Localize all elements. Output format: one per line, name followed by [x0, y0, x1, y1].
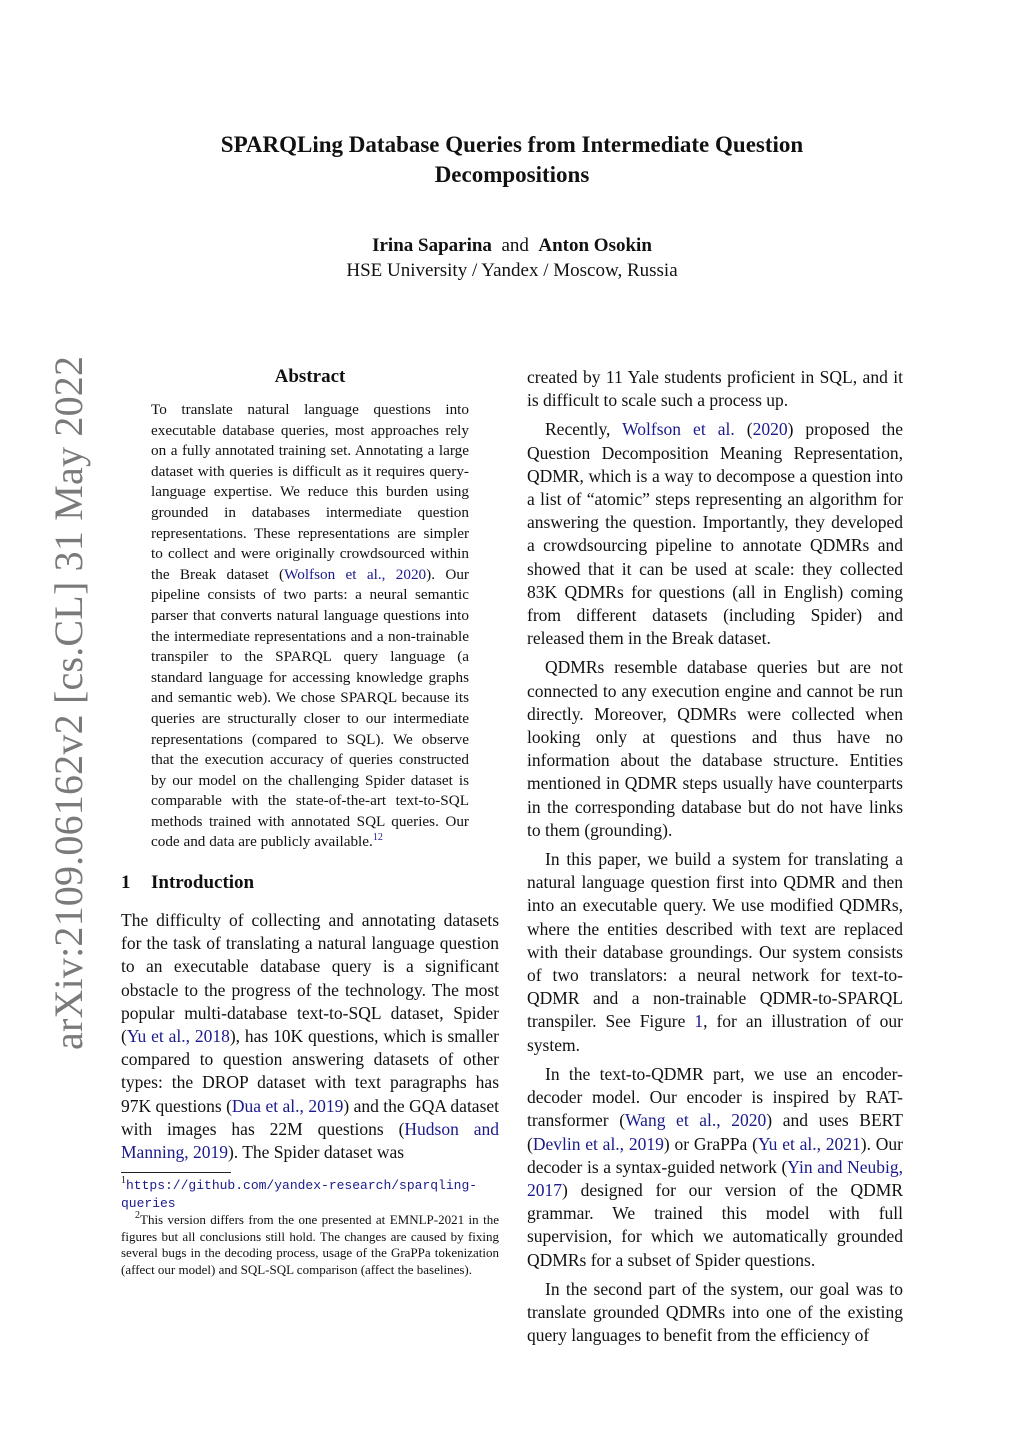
- text-span: ) designed for our version of the QDMR grammar. We trained this model with full supervision, for which we automatically grounded QDMRs for a subset of Spider questions.: [527, 1179, 903, 1270]
- citation-link[interactable]: Hudson and Manning, 2019: [121, 1118, 499, 1163]
- section-heading-introduction: [121, 872, 499, 894]
- text-span: ), has 10K questions, which is smaller compared to question answering datasets of other types: the DROP dataset with text paragraphs has 97K questions (: [121, 1026, 499, 1116]
- text-span: ) and the GQA dataset with images has 22M questions (: [121, 1095, 500, 1139]
- citation-link[interactable]: Yu et al., 2021: [757, 1133, 861, 1154]
- citation-link[interactable]: Wang et al., 2020: [625, 1110, 767, 1131]
- footnote-1: [121, 1177, 499, 1212]
- citation-link[interactable]: Yin and Neubig, 2017: [527, 1156, 903, 1200]
- title-line-1: SPARQLing Database Queries from Intermediate Question: [220, 132, 804, 157]
- footnote-divider: [121, 1172, 231, 1173]
- footnote-2: [121, 1212, 499, 1278]
- footnote-2-text: This version differs from the one presented at EMNLP-2021 in the figures but all conclusions still hold. The changes are caused by fixing several bugs in the decoding process, usage of the GraPPa tokenization (affect our model) and SQL-SQL comparison (affect the baselines).: [121, 1212, 499, 1277]
- section-number: 1: [121, 872, 131, 894]
- paragraph: created by 11 Yale students proficient in SQL, and it is difficult to scale such a process up.: [527, 367, 903, 411]
- footnote-1-mark: 1: [121, 1175, 126, 1187]
- affiliation: HSE University / Yandex / Moscow, Russia: [346, 260, 678, 281]
- footnote-2-mark: 2: [135, 1210, 140, 1222]
- text-span: In the text-to-QDMR part, we use an encoder-decoder model. Our encoder is inspired by RAT-transformer (: [527, 1063, 903, 1131]
- text-span: ) proposed the Question Decomposition Meaning Representation, QDMR, which is a way to decompose a question into a list of “atomic” steps representing an algorithm for answering the question. Importantly, they developed a crowdsourcing pipeline to annotate QDMRs and showed that it can be used at scale: they collected 83K QDMRs for questions (all in English) coming from different datasets (including Spider) and released them in the Break dataset.: [527, 419, 903, 649]
- citation-link[interactable]: Dua et al., 2019: [231, 1095, 344, 1116]
- paper-title: [112, 130, 912, 190]
- abstract-text-part-1: To translate natural language questions into executable database queries, most approaches rely on a fully annotated training set. Annotating a large dataset with queries is difficult as it requires query-language expertise. We reduce this burden using grounded in databases intermediate question representations. These representations are simpler to collect and were originally crowdsourced within the Break dataset (: [151, 401, 469, 583]
- author-block: [112, 233, 912, 283]
- citation-link[interactable]: Wolfson et al.: [622, 419, 735, 440]
- text-span: ). The Spider dataset was: [227, 1142, 405, 1163]
- author-line: [112, 233, 912, 258]
- figure-reference-link[interactable]: 1: [694, 1011, 704, 1032]
- text-span: ) or GraPPa (: [663, 1133, 758, 1154]
- paragraph: [121, 909, 499, 1164]
- text-span: In this paper, we build a system for translating a natural language question first into QDMR and then into an executable query. We use modified QDMRs, where the entities described with text are replaced with their database groundings. Our system consists of two translators: a neural network for text-to-QDMR and a non-trainable QDMR-to-SPARQL transpiler. See Figure: [527, 849, 903, 1032]
- text-span: Recently,: [545, 419, 623, 440]
- text-span: ) and uses BERT (: [527, 1110, 903, 1154]
- citation-link[interactable]: 2020: [752, 419, 788, 440]
- section-title: Introduction: [151, 872, 255, 894]
- repository-link[interactable]: https://github.com/yandex-research/sparqling-queries: [121, 1178, 478, 1211]
- paragraph: In the second part of the system, our goal was to translate grounded QDMRs into one of the existing query languages to benefit from the efficiency of: [527, 1278, 903, 1346]
- paragraph: [527, 418, 903, 650]
- right-column: [527, 366, 903, 1353]
- citation-link[interactable]: Yu et al., 2018: [126, 1026, 230, 1047]
- title-line-2: Decompositions: [434, 162, 590, 187]
- abstract-heading: Abstract: [274, 366, 346, 387]
- text-span: The difficulty of collecting and annotating datasets for the task of translating a natural language question to an executable database query is a significant obstacle to the progress of the technology. The most popular multi-database text-to-SQL dataset, Spider (: [121, 910, 499, 1047]
- author-1: Irina Saparina: [372, 235, 492, 256]
- text-span: , for an illustration of our system.: [527, 1011, 904, 1055]
- left-column: [121, 366, 499, 1278]
- introduction-body: [121, 909, 499, 1164]
- citation-link[interactable]: Wolfson et al., 2020: [284, 565, 427, 583]
- paragraph: QDMRs resemble database queries but are not connected to any execution engine and cannot be run directly. Moreover, QDMRs were collected when looking only at questions and thus have no information about the database structure. Entities mentioned in QDMR steps usually have counterparts in the corresponding database but do not have links to them (grounding).: [527, 657, 903, 840]
- abstract-text-part-2: ). Our pipeline consists of two parts: a neural semantic parser that converts natural language questions into the intermediate representations and a non-trainable transpiler to the SPARQL query language (a standard language for accessing knowledge graphs and semantic web). We chose SPARQL because its queries are structurally closer to our intermediate representations (compared to SQL). We observe that the execution accuracy of queries constructed by our model on the challenging Spider dataset is comparable with the state-of-the-art text-to-SQL methods trained with annotated SQL queries. Our code and data are publicly available.: [151, 565, 469, 851]
- author-2: Anton Osokin: [538, 235, 652, 256]
- author-conjunction: and: [501, 235, 529, 256]
- paragraph: [527, 1063, 903, 1272]
- footnote-marker[interactable]: 12: [372, 832, 383, 844]
- arxiv-identifier: arXiv:2109.06162v2 [cs.CL] 31 May 2022: [46, 355, 91, 1050]
- abstract-text: [151, 400, 469, 853]
- text-span: (: [734, 419, 753, 440]
- text-span: ). Our decoder is a syntax-guided network (: [527, 1133, 904, 1177]
- paragraph: [527, 848, 903, 1057]
- citation-link[interactable]: Devlin et al., 2019: [532, 1133, 664, 1154]
